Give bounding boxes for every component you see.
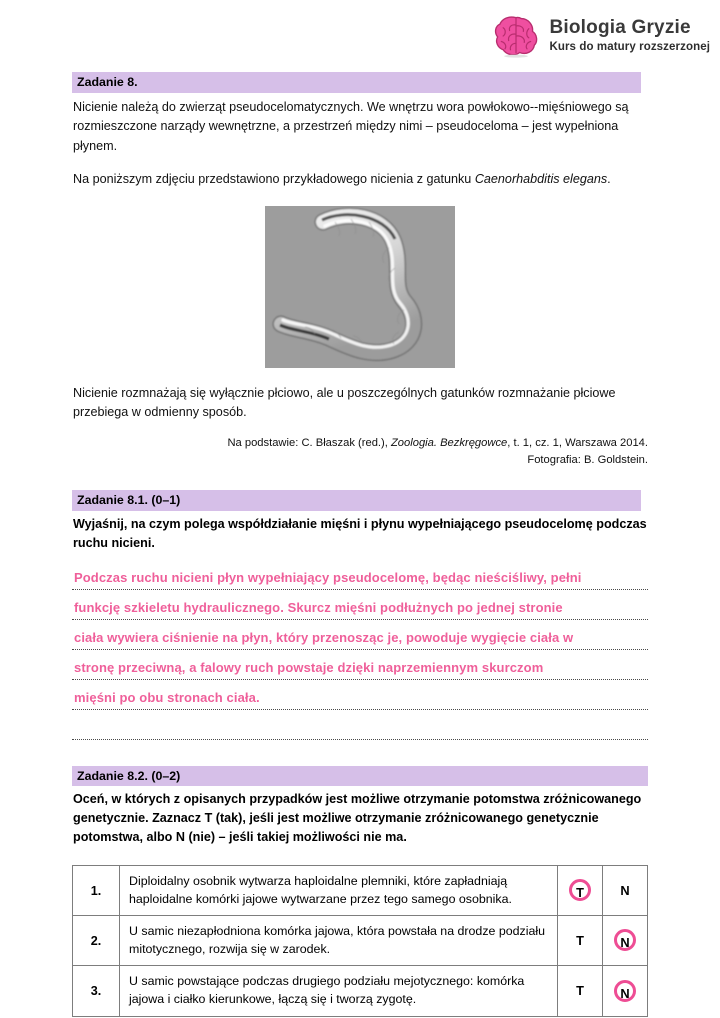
answer-option-t[interactable]: T: [576, 932, 584, 948]
answer-line[interactable]: [72, 624, 648, 654]
figure-container: [72, 206, 648, 368]
table-row: [73, 916, 648, 966]
brand-text: [549, 18, 710, 54]
source-title: Zoologia. Bezkręgowce: [390, 436, 508, 449]
answer-option-n[interactable]: N: [620, 882, 630, 898]
answer-line[interactable]: [72, 654, 648, 684]
answer-line[interactable]: [72, 684, 648, 714]
subtask-8-1: [72, 490, 648, 743]
row-statement: U samic niezapłodniona komórka jajowa, która powstała na drodze podziału mitotycznego, rozwija się w zarodek.: [120, 916, 558, 966]
row-statement: Diploidalny osobnik wytwarza haploidalne plemniki, które zapładniają haploidalne komórki jajowe wytwarzane przez tego samego osobnika.: [120, 866, 558, 916]
row-answer-no[interactable]: [603, 916, 648, 966]
photo-lead-before: Na poniższym zdjęciu przedstawiono przykładowego nicienia z gatunku: [73, 172, 475, 187]
true-false-table: [72, 865, 648, 1017]
answer-line[interactable]: [72, 594, 648, 624]
answer-option-n[interactable]: N: [614, 929, 636, 951]
brand-title: Biologia Gryzie: [549, 17, 691, 39]
source-prefix: Na podstawie: C. Błaszak (red.),: [227, 436, 391, 449]
row-answer-yes[interactable]: [558, 866, 603, 916]
nematode-photograph: [265, 206, 455, 368]
brand-header: [493, 14, 710, 58]
subtask-8-1-band: Zadanie 8.1. (0–1): [72, 490, 641, 511]
subtask-8-2-question: Oceń, w których z opisanych przypadków jest możliwe otrzymanie potomstwa zróżnicowanego genetycznie. Zaznacz T (tak), jeśli jest możliwe otrzymanie zróżnicowanego genetycznie potomstwa, albo N (nie) – jeśli takiej możliwości nie ma.: [73, 792, 642, 845]
task-8-band: Zadanie 8.: [72, 72, 641, 93]
logo-shadow: [505, 55, 529, 58]
answer-line-text: Podczas ruchu nicieni płyn wypełniający pseudocelomę, będąc nieściśliwy, pełni: [74, 569, 582, 585]
table-row: [73, 866, 648, 916]
brand-subtitle: Kurs do matury rozszerzonej: [549, 41, 710, 54]
row-number: 2.: [73, 916, 120, 966]
answer-line-text: stronę przeciwną, a falowy ruch powstaje dzięki naprzemiennym skurczom: [74, 659, 544, 675]
photo-lead-after: .: [607, 172, 611, 187]
brain-icon: [493, 14, 539, 58]
exam-sheet: [72, 72, 648, 1017]
table-row: [73, 966, 648, 1016]
answer-option-n[interactable]: N: [614, 980, 636, 1002]
row-answer-yes[interactable]: [558, 916, 603, 966]
task-8-source: [72, 435, 648, 469]
answer-option-t[interactable]: T: [576, 983, 584, 999]
subtask-8-2: [72, 766, 648, 1017]
subtask-8-1-answer-area[interactable]: [72, 564, 648, 744]
answer-line-text: funkcję szkieletu hydraulicznego. Skurcz mięśni podłużnych po jednej stronie: [74, 599, 563, 615]
species-name: Caenorhabditis elegans: [474, 172, 608, 187]
source-suffix: , t. 1, cz. 1, Warszawa 2014.: [507, 436, 648, 449]
row-number: 1.: [73, 866, 120, 916]
task-8-closing: Nicienie rozmnażają się wyłącznie płciowo, ale u poszczególnych gatunków rozmnażanie płciowe przebiega w odmienny sposób.: [73, 385, 616, 420]
subtask-8-2-band: Zadanie 8.2. (0–2): [72, 766, 648, 787]
task-8-intro: Nicienie należą do zwierząt pseudocelomatycznych. We wnętrzu wora powłokowo--mięśniowego są rozmieszczone narządy wewnętrzne, a przestrzeń między nimi – pseudoceloma – jest wypełniona płynem.: [73, 99, 629, 153]
task-8-photo-lead: [73, 170, 648, 190]
row-number: 3.: [73, 966, 120, 1016]
source-line-1: [72, 435, 648, 452]
answer-line[interactable]: [72, 564, 648, 594]
row-answer-no[interactable]: [603, 866, 648, 916]
row-statement: U samic powstające podczas drugiego podziału mejotycznego: komórka jajowa i ciałko kierunkowe, łączą się i tworzą zygotę.: [120, 966, 558, 1016]
row-answer-no[interactable]: [603, 966, 648, 1016]
answer-line[interactable]: [72, 714, 648, 744]
source-line-2: Fotografia: B. Goldstein.: [527, 453, 648, 466]
answer-line-text: mięśni po obu stronach ciała.: [74, 689, 260, 705]
row-answer-yes[interactable]: [558, 966, 603, 1016]
subtask-8-1-question: Wyjaśnij, na czym polega współdziałanie mięśni i płynu wypełniającego pseudocelomę podczas ruchu nicieni.: [73, 516, 647, 550]
answer-line-text: ciała wywiera ciśnienie na płyn, który przenosząc je, powoduje wygięcie ciała w: [74, 629, 574, 645]
answer-option-t[interactable]: T: [569, 879, 591, 901]
